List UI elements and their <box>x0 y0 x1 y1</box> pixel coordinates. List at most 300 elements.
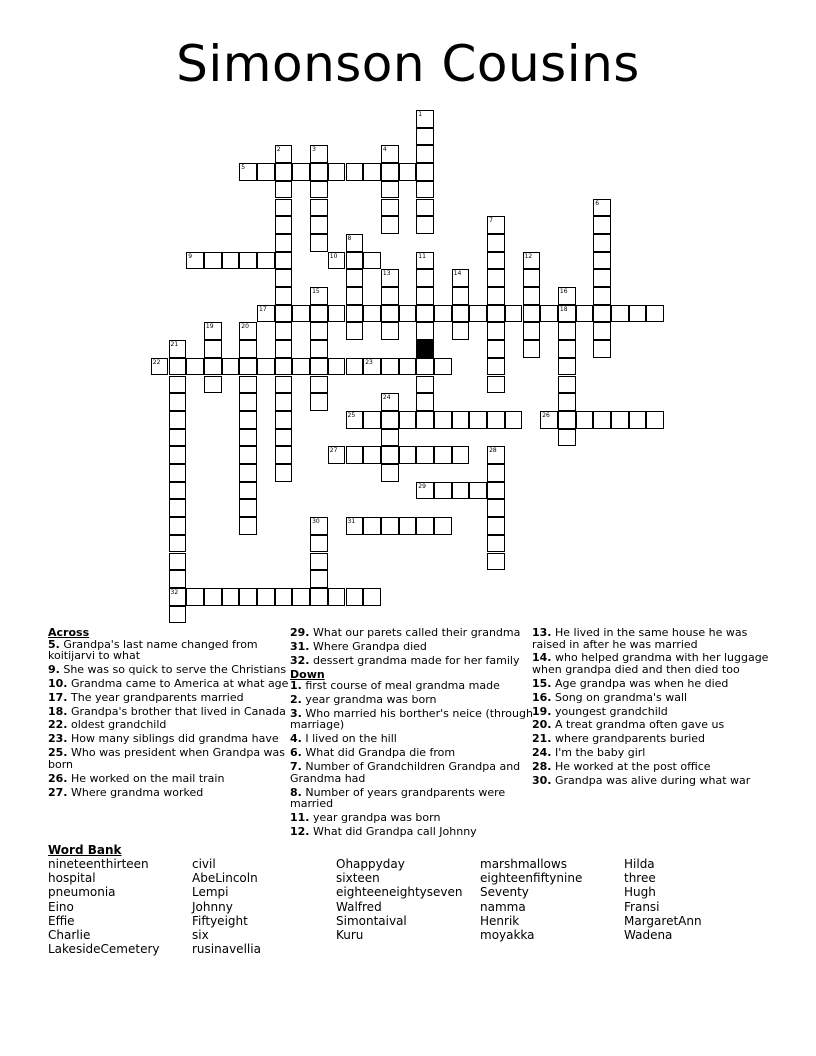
grid-cell[interactable] <box>346 358 364 376</box>
word-bank-entry: civil <box>192 857 216 871</box>
grid-cell[interactable] <box>381 199 399 217</box>
grid-cell[interactable] <box>346 411 364 429</box>
clue-text: Grandpa's brother that lived in Canada <box>67 704 286 718</box>
grid-cell[interactable] <box>169 499 187 517</box>
grid-cell[interactable] <box>593 322 611 340</box>
grid-cell[interactable] <box>169 588 187 606</box>
clue-text: What our parets called their grandma <box>309 626 521 639</box>
grid-cell[interactable] <box>523 305 541 323</box>
word-bank-entry: Henrik <box>480 913 520 928</box>
grid-cell[interactable] <box>239 340 257 358</box>
grid-cell[interactable] <box>593 411 611 429</box>
clue-text: dessert grandma made for her family <box>309 653 520 667</box>
clue-column-3 <box>532 627 777 789</box>
grid-cell[interactable] <box>275 216 293 234</box>
grid-cell[interactable] <box>310 376 328 394</box>
grid-cell[interactable] <box>487 553 505 571</box>
grid-cell[interactable] <box>487 322 505 340</box>
clue <box>532 747 777 759</box>
clue-number-label: 30. <box>532 774 552 788</box>
grid-cell[interactable] <box>346 322 364 340</box>
grid-cell[interactable] <box>452 482 470 500</box>
clue <box>532 652 777 675</box>
grid-cell[interactable] <box>310 216 328 234</box>
clue-number: 23 <box>365 358 373 366</box>
grid-cell[interactable] <box>186 252 204 270</box>
grid-cell[interactable] <box>292 588 310 606</box>
clue-text: A treat grandma often gave us <box>551 718 725 732</box>
grid-cell[interactable] <box>204 376 222 394</box>
grid-cell[interactable] <box>452 287 470 305</box>
grid-cell[interactable] <box>310 393 328 411</box>
grid-cell[interactable] <box>363 358 381 376</box>
grid-cell[interactable] <box>576 411 594 429</box>
grid-cell[interactable] <box>558 305 576 323</box>
grid-cell[interactable] <box>540 305 558 323</box>
grid-cell[interactable] <box>558 376 576 394</box>
grid-cell[interactable] <box>275 269 293 287</box>
grid-cell[interactable] <box>523 340 541 358</box>
clue-text: Grandpa was alive during what war <box>551 774 751 788</box>
grid-cell[interactable] <box>434 411 452 429</box>
clue-text: Who married his borther's neice (through marriage) <box>290 706 533 732</box>
grid-cell[interactable] <box>399 358 417 376</box>
grid-cell[interactable] <box>487 340 505 358</box>
grid-cell[interactable] <box>257 358 275 376</box>
grid-cell[interactable] <box>204 322 222 340</box>
clue-text: Grandma came to America at what age <box>67 676 289 690</box>
grid-cell[interactable] <box>487 411 505 429</box>
grid-cell[interactable] <box>416 269 434 287</box>
grid-cell[interactable] <box>540 411 558 429</box>
grid-cell[interactable] <box>275 252 293 270</box>
grid-cell[interactable] <box>611 305 629 323</box>
grid-cell[interactable] <box>346 287 364 305</box>
grid-cell[interactable] <box>275 588 293 606</box>
grid-cell[interactable] <box>381 145 399 163</box>
grid-cell[interactable] <box>381 181 399 199</box>
grid-cell[interactable] <box>169 393 187 411</box>
grid-cell[interactable] <box>310 234 328 252</box>
grid-cell[interactable] <box>434 482 452 500</box>
clue-number-label: 16. <box>532 690 552 704</box>
grid-cell[interactable] <box>363 411 381 429</box>
grid-cell[interactable] <box>310 199 328 217</box>
grid-cell[interactable] <box>558 322 576 340</box>
grid-cell[interactable] <box>275 464 293 482</box>
grid-cell[interactable] <box>363 517 381 535</box>
clue-number: 13 <box>382 270 391 278</box>
grid-cell[interactable] <box>416 252 434 270</box>
grid-cell[interactable] <box>310 588 328 606</box>
grid-cell[interactable] <box>363 163 381 181</box>
clue-number: 24 <box>382 394 391 402</box>
clue-text: What did Grandpa call Johnny <box>309 824 477 838</box>
grid-cell[interactable] <box>275 411 293 429</box>
grid-cell[interactable] <box>505 305 523 323</box>
clue-text: I lived on the hill <box>301 732 397 746</box>
grid-cell[interactable] <box>593 269 611 287</box>
grid-cell[interactable] <box>310 553 328 571</box>
grid-cell[interactable] <box>257 252 275 270</box>
grid-cell[interactable] <box>452 411 470 429</box>
grid-cell[interactable] <box>381 464 399 482</box>
grid-cell[interactable] <box>169 446 187 464</box>
clue-number: 9 <box>188 252 193 260</box>
grid-cell[interactable] <box>434 446 452 464</box>
grid-cell[interactable] <box>275 429 293 447</box>
grid-cell[interactable] <box>169 535 187 553</box>
clue-number: 1 <box>418 111 423 118</box>
grid-cell[interactable] <box>292 358 310 376</box>
grid-cell[interactable] <box>239 588 257 606</box>
grid-cell[interactable] <box>416 322 434 340</box>
grid-cell[interactable] <box>487 234 505 252</box>
grid-cell[interactable] <box>275 234 293 252</box>
grid-cell[interactable] <box>346 163 364 181</box>
word-bank-entry: Kuru <box>336 928 364 943</box>
grid-cell[interactable] <box>363 446 381 464</box>
word-bank-entry: AbeLincoln <box>192 871 258 886</box>
grid-cell[interactable] <box>328 252 346 270</box>
grid-cell[interactable] <box>151 358 169 376</box>
grid-cell[interactable] <box>310 305 328 323</box>
clue-number-label: 20. <box>532 718 552 732</box>
grid-cell[interactable] <box>416 482 434 500</box>
grid-cell[interactable] <box>239 163 257 181</box>
grid-cell[interactable] <box>487 499 505 517</box>
grid-cell[interactable] <box>169 358 187 376</box>
clue-number: 26 <box>542 411 550 419</box>
clue-text: How many siblings did grandma have <box>67 732 279 746</box>
grid-cell[interactable] <box>275 446 293 464</box>
clue-column-2 <box>290 627 535 840</box>
grid-cell[interactable] <box>169 517 187 535</box>
grid-cell[interactable] <box>452 446 470 464</box>
grid-cell[interactable] <box>275 145 293 163</box>
clue-number: 10 <box>329 252 338 260</box>
grid-cell[interactable] <box>487 305 505 323</box>
grid-cell[interactable] <box>416 376 434 394</box>
clue-heading: Across <box>48 626 90 639</box>
word-bank-entry: Johnny <box>192 899 233 914</box>
grid-cell[interactable] <box>487 269 505 287</box>
grid-cell[interactable] <box>310 181 328 199</box>
clue <box>290 826 535 838</box>
grid-cell[interactable] <box>434 305 452 323</box>
grid-cell[interactable] <box>222 358 240 376</box>
grid-cell[interactable] <box>416 199 434 217</box>
grid-cell[interactable] <box>416 287 434 305</box>
grid-cell[interactable] <box>487 216 505 234</box>
grid-cell[interactable] <box>275 393 293 411</box>
grid-cell[interactable] <box>558 358 576 376</box>
grid-cell[interactable] <box>204 588 222 606</box>
grid-cell[interactable] <box>169 482 187 500</box>
clue <box>532 761 777 773</box>
clue <box>48 733 293 745</box>
clue <box>290 761 535 784</box>
grid-cell[interactable] <box>399 446 417 464</box>
word-bank-entry: Seventy <box>480 885 529 900</box>
grid-cell[interactable] <box>558 429 576 447</box>
grid-cell[interactable] <box>328 305 346 323</box>
grid-cell[interactable] <box>169 606 187 624</box>
grid-cell[interactable] <box>381 305 399 323</box>
grid-cell[interactable] <box>257 588 275 606</box>
grid-cell[interactable] <box>593 234 611 252</box>
grid-cell[interactable] <box>416 145 434 163</box>
grid-cell[interactable] <box>204 358 222 376</box>
grid-cell[interactable] <box>310 163 328 181</box>
grid-cell[interactable] <box>523 322 541 340</box>
grid-cell[interactable] <box>310 340 328 358</box>
grid-cell[interactable] <box>629 411 647 429</box>
word-bank-entry: Hilda <box>624 857 655 871</box>
grid-cell[interactable] <box>346 252 364 270</box>
grid-cell[interactable] <box>593 216 611 234</box>
grid-cell[interactable] <box>275 199 293 217</box>
grid-cell[interactable] <box>239 517 257 535</box>
grid-cell[interactable] <box>523 269 541 287</box>
grid-cell[interactable] <box>169 411 187 429</box>
grid-cell[interactable] <box>257 305 275 323</box>
grid-cell[interactable] <box>204 252 222 270</box>
clue <box>532 706 777 718</box>
clue-number: 19 <box>205 323 214 331</box>
word-bank-entry: LakesideCemetery <box>48 942 160 957</box>
grid-cell[interactable] <box>646 305 664 323</box>
grid-cell[interactable] <box>593 340 611 358</box>
grid-cell[interactable] <box>292 163 310 181</box>
clue-number-label: 19. <box>532 704 552 718</box>
grid-cell[interactable] <box>275 305 293 323</box>
grid-cell[interactable] <box>558 340 576 358</box>
clue-column-1 <box>48 627 293 800</box>
grid-cell[interactable] <box>169 340 187 358</box>
grid-cell[interactable] <box>416 446 434 464</box>
grid-cell[interactable] <box>363 588 381 606</box>
grid-cell[interactable] <box>399 163 417 181</box>
grid-cell[interactable] <box>239 358 257 376</box>
grid-cell[interactable] <box>169 376 187 394</box>
grid-cell[interactable] <box>328 446 346 464</box>
grid-cell[interactable] <box>469 305 487 323</box>
grid-cell[interactable] <box>523 287 541 305</box>
grid-cell[interactable] <box>399 411 417 429</box>
grid-cell[interactable] <box>434 358 452 376</box>
grid-cell[interactable] <box>452 305 470 323</box>
clue-number: 8 <box>347 234 352 242</box>
grid-cell[interactable] <box>381 322 399 340</box>
word-bank-entry: Fransi <box>624 899 660 914</box>
grid-cell[interactable] <box>275 376 293 394</box>
grid-cell[interactable] <box>257 163 275 181</box>
grid-cell[interactable] <box>239 393 257 411</box>
clue-number-label: 22. <box>48 718 68 732</box>
grid-cell[interactable] <box>523 252 541 270</box>
grid-cell[interactable] <box>416 305 434 323</box>
grid-cell[interactable] <box>487 517 505 535</box>
grid-cell[interactable] <box>487 482 505 500</box>
grid-cell[interactable] <box>381 163 399 181</box>
grid-cell[interactable] <box>381 411 399 429</box>
grid-cell[interactable] <box>346 588 364 606</box>
grid-cell[interactable] <box>487 535 505 553</box>
grid-cell[interactable] <box>239 252 257 270</box>
word-bank-entry: Fiftyeight <box>192 913 248 928</box>
clue-number: 15 <box>312 288 320 295</box>
grid-cell[interactable] <box>239 429 257 447</box>
clue-number: 17 <box>259 305 267 313</box>
grid-cell[interactable] <box>469 411 487 429</box>
grid-cell[interactable] <box>469 482 487 500</box>
grid-cell[interactable] <box>399 305 417 323</box>
grid-cell[interactable] <box>416 110 434 128</box>
grid-cell[interactable] <box>310 570 328 588</box>
grid-cell[interactable] <box>593 199 611 217</box>
grid-cell[interactable] <box>186 588 204 606</box>
grid-cell[interactable] <box>222 252 240 270</box>
grid-cell[interactable] <box>416 411 434 429</box>
grid-cell[interactable] <box>487 376 505 394</box>
clue <box>290 641 535 653</box>
clue-number-label: 7. <box>290 760 302 774</box>
grid-cell[interactable] <box>310 145 328 163</box>
grid-cell[interactable] <box>275 181 293 199</box>
grid-cell[interactable] <box>239 482 257 500</box>
grid-cell[interactable] <box>611 411 629 429</box>
grid-cell[interactable] <box>558 287 576 305</box>
clue-number-label: 21. <box>532 732 552 746</box>
clue-number: 14 <box>453 270 462 278</box>
clue-number-label: 24. <box>532 746 552 760</box>
grid-cell[interactable] <box>310 322 328 340</box>
grid-cell[interactable] <box>328 163 346 181</box>
clue <box>48 692 293 704</box>
clue <box>290 733 535 745</box>
grid-cell[interactable] <box>452 322 470 340</box>
grid-cell[interactable] <box>310 535 328 553</box>
grid-cell[interactable] <box>310 358 328 376</box>
word-bank-entry: sixteen <box>336 871 380 886</box>
clue-number-label: 14. <box>532 651 552 665</box>
grid-cell[interactable] <box>239 411 257 429</box>
grid-cell[interactable] <box>328 588 346 606</box>
grid-cell[interactable] <box>169 429 187 447</box>
grid-cell[interactable] <box>381 429 399 447</box>
grid-cell[interactable] <box>275 287 293 305</box>
grid-cell[interactable] <box>434 517 452 535</box>
grid-cell[interactable] <box>646 411 664 429</box>
grid-cell[interactable] <box>381 216 399 234</box>
grid-cell[interactable] <box>416 216 434 234</box>
grid-cell[interactable] <box>487 464 505 482</box>
grid-cell[interactable] <box>222 588 240 606</box>
grid-cell[interactable] <box>593 305 611 323</box>
grid-cell[interactable] <box>487 358 505 376</box>
grid-cell[interactable] <box>363 252 381 270</box>
clue-number-label: 26. <box>48 771 68 785</box>
grid-cell[interactable] <box>416 128 434 146</box>
grid-cell[interactable] <box>346 234 364 252</box>
grid-cell[interactable] <box>381 358 399 376</box>
grid-cell[interactable] <box>275 322 293 340</box>
grid-cell[interactable] <box>487 446 505 464</box>
grid-cell[interactable] <box>381 393 399 411</box>
grid-cell[interactable] <box>416 181 434 199</box>
grid-cell[interactable] <box>239 499 257 517</box>
grid-cell[interactable] <box>381 269 399 287</box>
grid-cell[interactable] <box>381 517 399 535</box>
grid-cell[interactable] <box>328 358 346 376</box>
word-bank-heading: Word Bank <box>48 843 122 857</box>
grid-cell[interactable] <box>186 358 204 376</box>
grid-cell[interactable] <box>239 446 257 464</box>
clue-text: Number of Grandchildren Grandpa and Grandma had <box>290 760 521 785</box>
grid-cell[interactable] <box>505 411 523 429</box>
grid-cell[interactable] <box>416 393 434 411</box>
grid-cell[interactable] <box>399 517 417 535</box>
grid-cell[interactable] <box>310 517 328 535</box>
grid-cell[interactable] <box>416 517 434 535</box>
grid-cell[interactable] <box>169 570 187 588</box>
grid-cell[interactable] <box>346 446 364 464</box>
grid-cell[interactable] <box>169 553 187 571</box>
grid-cell[interactable] <box>346 517 364 535</box>
grid-cell[interactable] <box>381 287 399 305</box>
grid-cell[interactable] <box>169 464 187 482</box>
grid-cell[interactable] <box>275 163 293 181</box>
clue-text: She was so quick to serve the Christians <box>59 662 287 676</box>
grid-cell[interactable] <box>452 269 470 287</box>
clue-number-label: 29. <box>290 626 310 639</box>
clue-number: 27 <box>329 447 338 455</box>
grid-cell[interactable] <box>487 287 505 305</box>
grid-cell[interactable] <box>381 446 399 464</box>
grid-cell[interactable] <box>239 464 257 482</box>
grid-cell[interactable] <box>346 269 364 287</box>
clue <box>48 664 293 676</box>
grid-cell[interactable] <box>310 287 328 305</box>
grid-cell[interactable] <box>346 305 364 323</box>
grid-cell[interactable] <box>576 305 594 323</box>
grid-cell[interactable] <box>629 305 647 323</box>
grid-cell[interactable] <box>593 252 611 270</box>
grid-cell[interactable] <box>275 358 293 376</box>
grid-cell[interactable] <box>487 252 505 270</box>
grid-cell[interactable] <box>239 376 257 394</box>
clue <box>532 678 777 690</box>
clue-text: year grandpa was born <box>309 810 441 824</box>
grid-cell[interactable] <box>292 305 310 323</box>
grid-cell[interactable] <box>204 340 222 358</box>
grid-cell[interactable] <box>593 287 611 305</box>
grid-cell[interactable] <box>558 393 576 411</box>
grid-cell[interactable] <box>239 322 257 340</box>
clue-number-label: 11. <box>290 810 310 824</box>
clue <box>532 733 777 745</box>
clue <box>48 719 293 731</box>
clue <box>532 692 777 704</box>
grid-cell[interactable] <box>275 340 293 358</box>
word-bank-entry: namma <box>480 899 526 914</box>
word-bank-entry: Simontaival <box>336 913 407 928</box>
grid-cell[interactable] <box>416 163 434 181</box>
grid-cell[interactable] <box>416 358 434 376</box>
grid-cell[interactable] <box>363 305 381 323</box>
grid-cell[interactable] <box>558 411 576 429</box>
